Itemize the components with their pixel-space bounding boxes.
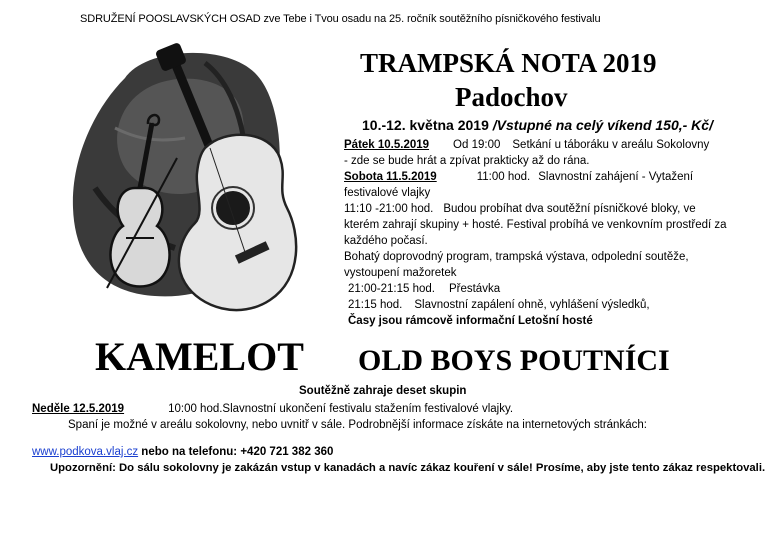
saturday-line-5: každého počasí. <box>344 235 428 247</box>
times-note: Časy jsou rámcově informační <box>348 315 515 327</box>
friday-time: Od 19:00 <box>453 139 501 151</box>
saturday-time: 11:00 hod. <box>476 171 531 183</box>
instruments-illustration <box>55 38 335 313</box>
saturday-time-2: 11:10 -21:00 hod. <box>344 203 434 215</box>
sunday-day: Neděle 12.5.2019 <box>32 403 125 415</box>
contact-line <box>32 446 333 458</box>
saturday-day: Sobota 11.5.2019 <box>344 171 437 183</box>
saturday-line-4: kterém zahrají skupiny + hosté. Festival probíhá ve venkovním prostředí za <box>344 219 727 231</box>
saturday-line-3 <box>344 201 696 217</box>
saturday-line-7: vystoupení mažoretek <box>344 267 457 279</box>
friday-line-1 <box>344 137 709 153</box>
friday-day: Pátek 10.5.2019 <box>344 139 430 151</box>
saturday-line-9 <box>348 297 650 313</box>
event-location: Padochov <box>455 82 568 112</box>
saturday-text-9: Slavnostní zapálení ohně, vyhlášení výsledků, <box>414 299 650 311</box>
saturday-line-6: Bohatý doprovodný program, trampská výstava, odpolední soutěže, <box>344 251 689 263</box>
saturday-line-10 <box>348 313 593 329</box>
guests-label: Letošní hosté <box>518 315 593 327</box>
friday-line-2: - zde se bude hrát a zpívat prakticky až do rána. <box>344 155 590 167</box>
saturday-line-2: festivalové vlajky <box>344 187 431 199</box>
website-link[interactable]: www.podkova.vlaj.cz <box>32 446 139 458</box>
saturday-text-3: Budou probíhat dva soutěžní písničkové bloky, ve <box>443 203 696 215</box>
entry-fee: /Vstupné na celý víkend 150,- Kč/ <box>492 117 713 133</box>
event-title: TRAMPSKÁ NOTA 2019 <box>360 48 657 78</box>
saturday-text: Slavnostní zahájení - Vytažení <box>538 171 694 183</box>
phone-number: nebo na telefonu: +420 721 382 360 <box>138 446 334 458</box>
accommodation-info: Spaní je možné v areálu sokolovny, nebo uvnitř v sále. Podrobnější informace získáte na internetových stránkách: <box>68 419 647 431</box>
dates-text: 10.-12. května 2019 <box>362 117 489 133</box>
event-dates <box>362 117 713 133</box>
sunday-text: 10:00 hod.Slavnostní ukončení festivalu stažením festivalové vlajky. <box>168 403 514 415</box>
band-kamelot: KAMELOT <box>95 334 304 379</box>
warning-notice: Upozornění: Do sálu sokolovny je zakázán vstup v kanadách a navíc zákaz kouření v sále! Prosíme, aby jste tento zákaz respektovali. <box>50 462 766 474</box>
saturday-line-1 <box>344 169 693 185</box>
saturday-time-3: 21:00-21:15 hod. <box>348 283 435 295</box>
saturday-text-8: Přestávka <box>448 283 501 295</box>
intro-text: SDRUŽENÍ POOSLAVSKÝCH OSAD zve Tebe i Tvou osadu na 25. ročník soutěžního písničkového festivalu <box>80 13 601 25</box>
sunday-line <box>32 403 513 415</box>
competition-note: Soutěžně zahraje deset skupin <box>299 385 467 397</box>
band-old-boys-poutnici: OLD BOYS POUTNÍCI <box>358 344 670 377</box>
saturday-line-8 <box>348 281 500 297</box>
saturday-time-4: 21:15 hod. <box>348 299 403 311</box>
friday-text: Setkání u táboráku v areálu Sokolovny <box>512 139 710 151</box>
